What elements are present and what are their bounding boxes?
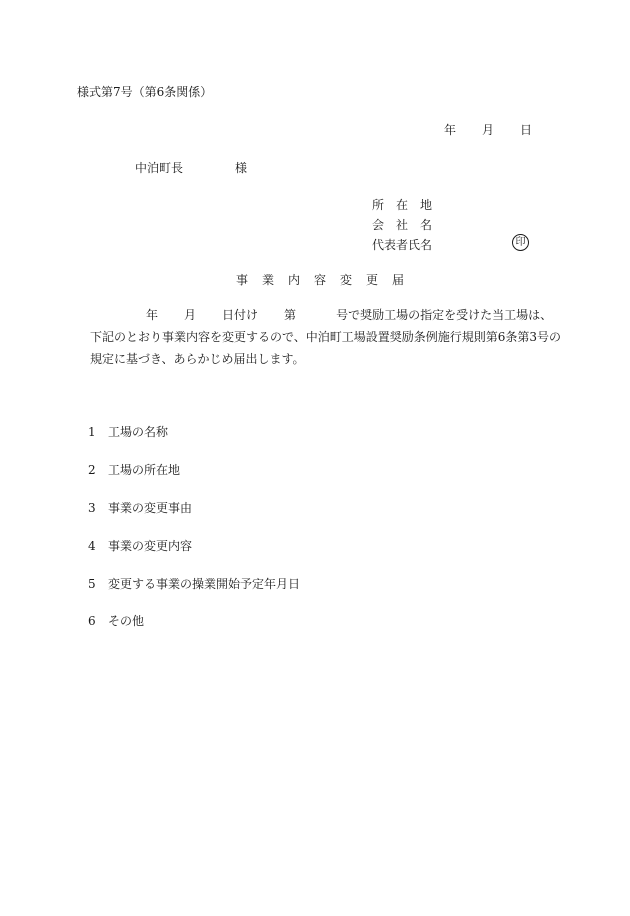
item-number: 2 (88, 463, 96, 477)
date-month: 月 (482, 123, 495, 137)
body-line-2: 下記のとおり事業内容を変更するので、中泊町工場設置奨励条例施行規則第6条第3号の (90, 330, 562, 344)
list-item (88, 424, 168, 440)
body-year: 年 (146, 308, 159, 322)
date-day: 日 (520, 123, 533, 137)
date-line (444, 122, 532, 138)
list-item (88, 613, 144, 629)
item-number: 5 (88, 577, 96, 591)
list-item (88, 462, 180, 478)
list-item (88, 500, 192, 516)
address-label: 所 在 地 (372, 198, 433, 212)
addressee-name: 中泊町長 (135, 161, 184, 175)
body-line-1 (146, 307, 552, 323)
item-label: 工場の名称 (108, 425, 169, 439)
company-name-label: 会 社 名 (372, 218, 433, 232)
item-label: その他 (108, 614, 145, 628)
item-number: 1 (88, 425, 96, 439)
body-month: 月 (184, 308, 197, 322)
document-title: 事 業 内 容 変 更 届 (236, 273, 406, 287)
body-line-1-rest: 号で奨励工場の指定を受けた当工場は、 (336, 308, 553, 322)
item-label: 工場の所在地 (108, 463, 181, 477)
seal-mark: 印 (512, 234, 529, 251)
list-item (88, 576, 300, 592)
body-line-3: 規定に基づき、あらかじめ届出します。 (90, 352, 305, 366)
item-label: 事業の変更事由 (108, 501, 193, 515)
date-year: 年 (444, 123, 457, 137)
item-number: 6 (88, 614, 96, 628)
list-item (88, 538, 192, 554)
item-number: 4 (88, 539, 96, 553)
body-dai: 第 (284, 308, 297, 322)
applicant-block (372, 197, 432, 257)
addressee (135, 160, 247, 176)
addressee-honorific: 様 (235, 161, 248, 175)
item-label: 事業の変更内容 (108, 539, 193, 553)
body-dated: 日付け (222, 308, 259, 322)
representative-name-label: 代表者氏名 (372, 238, 433, 252)
form-number-label: 様式第7号（第6条関係） (77, 85, 213, 99)
item-label: 変更する事業の操業開始予定年月日 (108, 577, 301, 591)
item-number: 3 (88, 501, 96, 515)
